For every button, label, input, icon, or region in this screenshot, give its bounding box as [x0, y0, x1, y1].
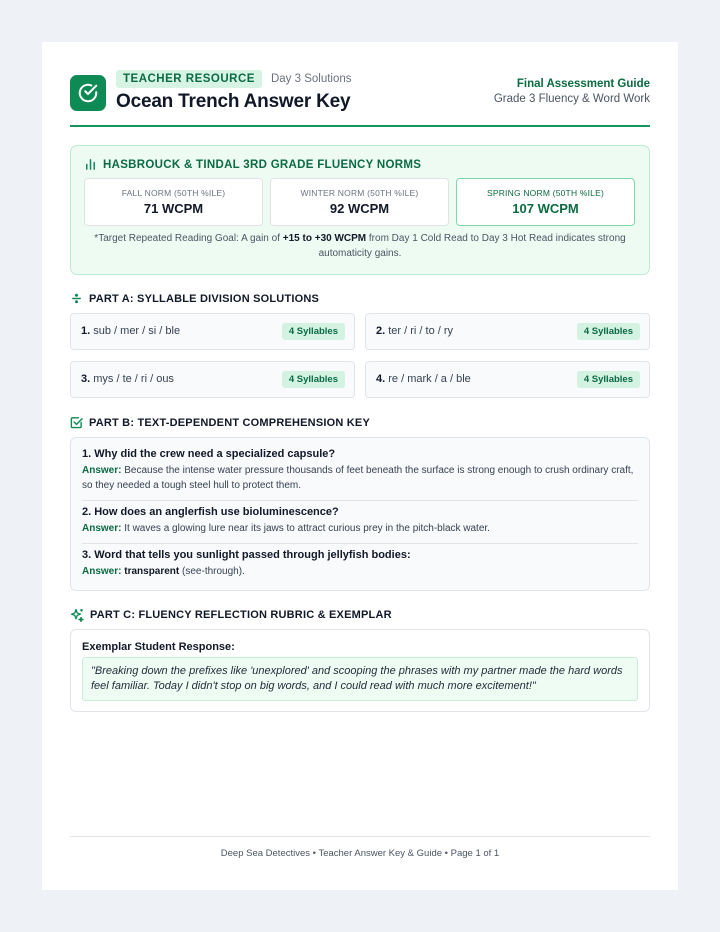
- norm-label: WINTER NORM (50TH %ILE): [300, 188, 419, 198]
- question-text: 2. How does an anglerfish use bioluminescence?: [82, 506, 339, 518]
- syllable-count-badge: 4 Syllables: [282, 323, 345, 340]
- syllable-count-badge: 4 Syllables: [577, 371, 640, 388]
- question-item: [82, 549, 638, 579]
- norms-note: [85, 231, 635, 261]
- bar-chart-icon: [84, 158, 97, 171]
- page-header: [70, 70, 650, 126]
- rubric-panel: [70, 629, 650, 712]
- exemplar-label: Exemplar Student Response:: [82, 641, 235, 653]
- note-bold: +15 to +30 WCPM: [282, 233, 367, 244]
- checkbox-icon: [70, 416, 83, 429]
- syllable-text: [81, 325, 180, 337]
- syllable-division: re / mark / a / ble: [388, 373, 471, 385]
- answer-label: Answer:: [82, 465, 122, 476]
- norm-label: FALL NORM (50TH %ILE): [121, 188, 226, 198]
- item-number: 4.: [376, 373, 386, 385]
- item-number: 3.: [81, 373, 91, 385]
- badge-row: [116, 70, 352, 88]
- norms-title: HASBROUCK & TINDAL 3RD GRADE FLUENCY NORMS: [103, 158, 422, 171]
- fluency-norms-panel: [70, 145, 650, 275]
- page-title: Ocean Trench Answer Key: [116, 91, 351, 112]
- question-item: [82, 506, 638, 536]
- syllable-division: ter / ri / to / ry: [388, 325, 454, 337]
- syllable-division: sub / mer / si / ble: [93, 325, 181, 337]
- guide-title: Final Assessment Guide: [516, 78, 650, 90]
- norms-heading: [84, 158, 421, 171]
- answer-body: It waves a glowing lure near its jaws to attract curious prey in the pitch-black water.: [124, 523, 490, 534]
- part-a-title: PART A: SYLLABLE DIVISION SOLUTIONS: [89, 292, 320, 305]
- part-b-title: PART B: TEXT-DEPENDENT COMPREHENSION KEY: [89, 416, 370, 429]
- syllable-text: [376, 373, 471, 385]
- part-b-heading: [70, 416, 370, 429]
- syllable-item: [70, 313, 355, 350]
- question-text: 3. Word that tells you sunlight passed through jellyfish bodies:: [82, 549, 411, 561]
- spring-norm-card: [456, 178, 635, 226]
- answer-text: [82, 463, 638, 493]
- answer-text: [82, 564, 638, 579]
- norm-value: 92 WCPM: [329, 201, 390, 216]
- resource-badge: TEACHER RESOURCE: [116, 70, 262, 88]
- part-c-title: PART C: FLUENCY REFLECTION RUBRIC & EXEMPLAR: [90, 609, 392, 621]
- syllable-item: [365, 361, 650, 398]
- comprehension-panel: [70, 437, 650, 591]
- guide-info: [494, 78, 650, 105]
- answer-text: [82, 521, 638, 536]
- syllable-count-badge: 4 Syllables: [282, 371, 345, 388]
- header-divider: [70, 125, 650, 127]
- answer-keyword: transparent: [124, 566, 180, 577]
- norm-label: SPRING NORM (50TH %ILE): [486, 188, 604, 198]
- page-footer: Deep Sea Detectives • Teacher Answer Key & Guide • Page 1 of 1: [220, 848, 500, 859]
- fall-norm-card: [84, 178, 263, 226]
- question-divider: [82, 500, 638, 501]
- item-number: 2.: [376, 325, 386, 337]
- syllable-item: [70, 361, 355, 398]
- exemplar-quote: "Breaking down the prefixes like 'unexplored' and scooping the phrases with my partner made the hard words feel familiar. Today I didn't stop on big words, and I could read with much more excitement!": [82, 657, 638, 701]
- question-text: 1. Why did the crew need a specialized capsule?: [82, 448, 336, 460]
- syllable-count-badge: 4 Syllables: [577, 323, 640, 340]
- part-c-heading: [70, 608, 392, 622]
- part-a-heading: [70, 292, 319, 305]
- syllable-text: [81, 373, 174, 385]
- day-label: Day 3 Solutions: [270, 73, 352, 85]
- guide-subtitle: Grade 3 Fluency & Word Work: [493, 93, 650, 105]
- answer-key-page: [42, 42, 678, 890]
- syllable-item: [365, 313, 650, 350]
- note-suffix: from Day 1 Cold Read to Day 3 Hot Read indicates strong automaticity gains.: [318, 233, 626, 259]
- footer-divider: [70, 836, 650, 837]
- item-number: 1.: [81, 325, 91, 337]
- question-item: [82, 448, 638, 493]
- note-prefix: *Target Repeated Reading Goal: A gain of: [94, 233, 283, 244]
- winter-norm-card: [270, 178, 449, 226]
- norm-value: 71 WCPM: [143, 201, 204, 216]
- answer-body: (see-through).: [182, 566, 245, 577]
- divide-icon: [70, 292, 83, 305]
- check-circle-icon: [70, 75, 106, 111]
- question-divider: [82, 543, 638, 544]
- answer-label: Answer:: [82, 566, 122, 577]
- syllable-text: [376, 325, 453, 337]
- answer-body: Because the intense water pressure thousands of feet beneath the surface is strong enough to crush ordinary craft, so they needed a tough steel hull to protect them.: [82, 465, 634, 491]
- norm-value: 107 WCPM: [512, 201, 579, 216]
- sparkle-icon: [70, 608, 84, 622]
- syllable-division: mys / te / ri / ous: [93, 373, 174, 385]
- answer-label: Answer:: [82, 523, 122, 534]
